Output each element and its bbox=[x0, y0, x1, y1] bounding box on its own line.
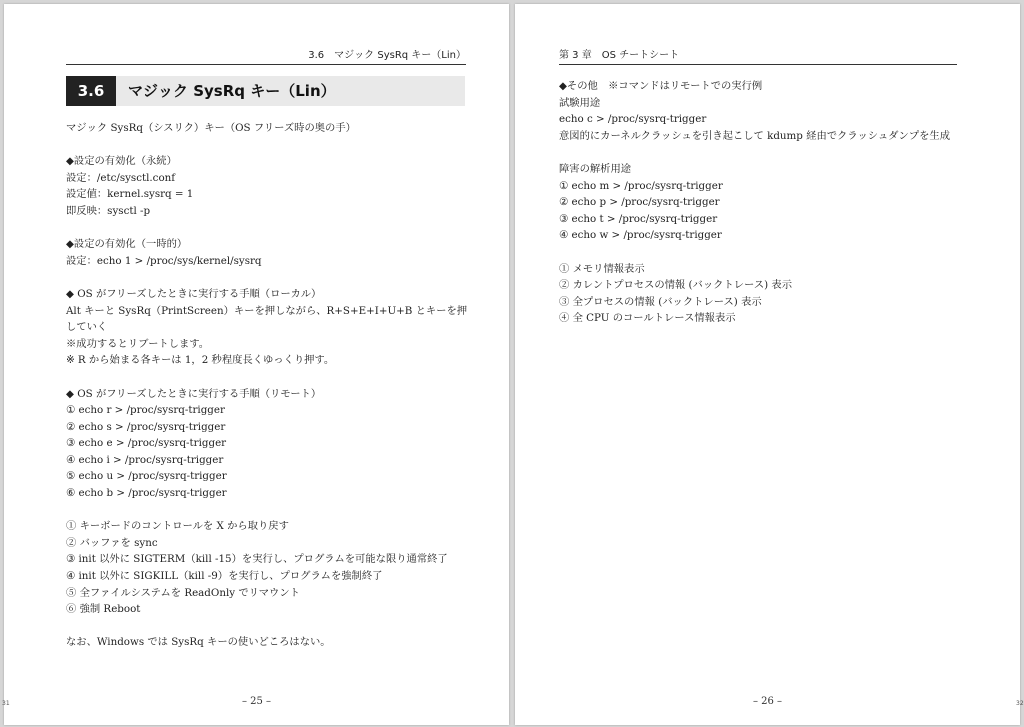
blank-line bbox=[66, 502, 468, 519]
text-line: 試験用途 bbox=[559, 96, 601, 109]
text-line: ① キーボードのコントロールを X から取り戻す bbox=[66, 520, 289, 533]
corner-page-mark: 31 bbox=[2, 700, 10, 707]
text-line: ◆設定の有効化（一時的） bbox=[66, 238, 188, 251]
text-line: ⑤ 全ファイルシステムを ReadOnly でリマウント bbox=[66, 586, 300, 599]
text-line: echo c > /proc/sysrq-trigger bbox=[559, 113, 707, 126]
text-line: ① echo r > /proc/sysrq-trigger bbox=[66, 404, 225, 417]
text-line: ◆ OS がフリーズしたときに実行する手順（リモート） bbox=[66, 387, 322, 400]
section-title: マジック SysRq キー（Lin） bbox=[128, 82, 336, 100]
corner-page-mark: 32 bbox=[1016, 700, 1024, 707]
blank-line bbox=[66, 220, 468, 237]
blank-line bbox=[66, 137, 468, 154]
text-line: ① echo m > /proc/sysrq-trigger bbox=[559, 179, 723, 192]
text-line: ◆ OS がフリーズしたときに実行する手順（ローカル） bbox=[66, 287, 322, 300]
blank-line bbox=[66, 269, 468, 286]
text-line: ① メモリ情報表示 bbox=[559, 262, 645, 275]
text-line: ◆その他 ※コマンドはリモートでの実行例 bbox=[559, 80, 763, 92]
text-line: ④ init 以外に SIGKILL（kill -9）を実行し、プログラムを強制終了 bbox=[66, 570, 383, 583]
text-line: 設定：/etc/sysctl.conf bbox=[66, 171, 176, 184]
left-page bbox=[4, 4, 509, 725]
page-number: – 26 – bbox=[752, 696, 783, 707]
text-line: Alt キーと SysRq（PrintScreen）キーを押しながら、R+S+E+I+U+B とキーを押していく bbox=[66, 304, 468, 334]
text-line: ③ echo e > /proc/sysrq-trigger bbox=[66, 437, 227, 450]
text-line: ③ echo t > /proc/sysrq-trigger bbox=[559, 212, 718, 225]
text-line: ⑥ 強制 Reboot bbox=[66, 603, 141, 616]
blank-line bbox=[559, 244, 959, 261]
section-heading bbox=[66, 76, 465, 106]
page-number: – 25 – bbox=[241, 696, 272, 707]
text-line: ④ echo i > /proc/sysrq-trigger bbox=[66, 453, 224, 466]
page-body bbox=[559, 78, 959, 327]
text-line: 障害の解析用途 bbox=[559, 162, 632, 175]
text-line: ② カレントプロセスの情報 (バックトレース) 表示 bbox=[559, 279, 793, 292]
blank-line bbox=[559, 144, 959, 161]
text-line: ② echo s > /proc/sysrq-trigger bbox=[66, 420, 226, 433]
text-line: ② バッファを sync bbox=[66, 536, 158, 549]
text-line: ⑥ echo b > /proc/sysrq-trigger bbox=[66, 487, 227, 500]
text-line: ※成功するとリブートします。 bbox=[66, 337, 210, 350]
text-line: ◆設定の有効化（永続） bbox=[66, 155, 177, 168]
section-number: 3.6 bbox=[66, 76, 116, 106]
blank-line bbox=[66, 618, 468, 635]
text-line: ※ R から始まる各キーは 1，2 秒程度長くゆっくり押す。 bbox=[66, 354, 335, 367]
right-page bbox=[515, 4, 1024, 725]
text-line: 設定値：kernel.sysrq = 1 bbox=[66, 188, 194, 201]
text-line: ② echo p > /proc/sysrq-trigger bbox=[559, 196, 720, 209]
text-line: 意図的にカーネルクラッシュを引き起こして kdump 経由でクラッシュダンプを生成 bbox=[559, 129, 951, 142]
text-line: なお、Windows では SysRq キーの使いどころはない。 bbox=[66, 636, 331, 649]
text-line: ⑤ echo u > /proc/sysrq-trigger bbox=[66, 470, 227, 483]
page-body bbox=[66, 120, 468, 651]
blank-line bbox=[66, 369, 468, 386]
text-line: マジック SysRq（シスリク）キー（OS フリーズ時の奥の手） bbox=[66, 122, 356, 134]
text-line: ④ 全 CPU のコールトレース情報表示 bbox=[559, 312, 736, 325]
running-header: 第 3 章 OS チートシート bbox=[559, 46, 957, 65]
text-line: ③ 全プロセスの情報 (バックトレース) 表示 bbox=[559, 295, 762, 308]
text-line: 即反映：sysctl -p bbox=[66, 204, 151, 217]
running-header: 3.6 マジック SysRq キー（Lin） bbox=[66, 46, 466, 65]
text-line: ④ echo w > /proc/sysrq-trigger bbox=[559, 229, 722, 242]
text-line: 設定：echo 1 > /proc/sys/kernel/sysrq bbox=[66, 254, 262, 267]
text-line: ③ init 以外に SIGTERM（kill -15）を実行し、プログラムを可能な限り通常終了 bbox=[66, 553, 448, 566]
